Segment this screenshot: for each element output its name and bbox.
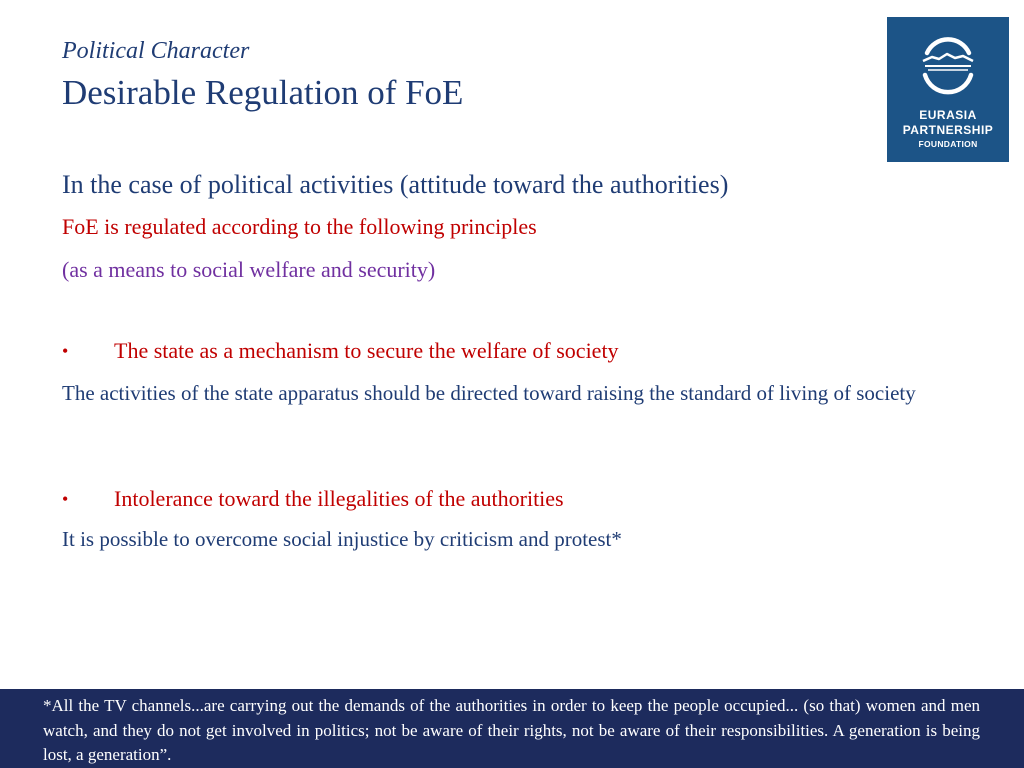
principles-heading: FoE is regulated according to the following principles bbox=[62, 214, 537, 239]
bullet-marker: • bbox=[62, 341, 69, 361]
intro-text: In the case of political activities (attitude toward the authorities) bbox=[62, 170, 729, 199]
slide-title: Desirable Regulation of FoE bbox=[62, 73, 464, 112]
bullet-body-intolerance: It is possible to overcome social injustice by criticism and protest* bbox=[62, 527, 622, 551]
eurasia-partnership-logo bbox=[887, 17, 1009, 162]
means-subheading: (as a means to social welfare and security) bbox=[62, 257, 436, 282]
bullet-heading-welfare: The state as a mechanism to secure the welfare of society bbox=[114, 338, 619, 363]
logo-line-1: EURASIA bbox=[919, 108, 977, 122]
bullet-marker: • bbox=[62, 489, 69, 509]
bullet-body-welfare: The activities of the state apparatus should be directed toward raising the standard of living of society bbox=[62, 381, 916, 405]
bullet-heading-intolerance: Intolerance toward the illegalities of the authorities bbox=[114, 486, 564, 511]
logo-emblem-icon bbox=[917, 31, 979, 101]
footer-quote-banner bbox=[0, 689, 1024, 768]
footer-quote-text: *All the TV channels...are carrying out the demands of the authorities in order to keep the people occupied... (so that) women and men watch, and they do not get involved in politics; not be aware of their rights, not be aware of their responsibilities. A generation is being lost, a generation”. bbox=[43, 696, 980, 764]
logo-line-2: PARTNERSHIP bbox=[902, 123, 994, 137]
slide-subtitle: Political Character bbox=[62, 38, 250, 64]
logo-line-3: FOUNDATION bbox=[918, 139, 978, 149]
